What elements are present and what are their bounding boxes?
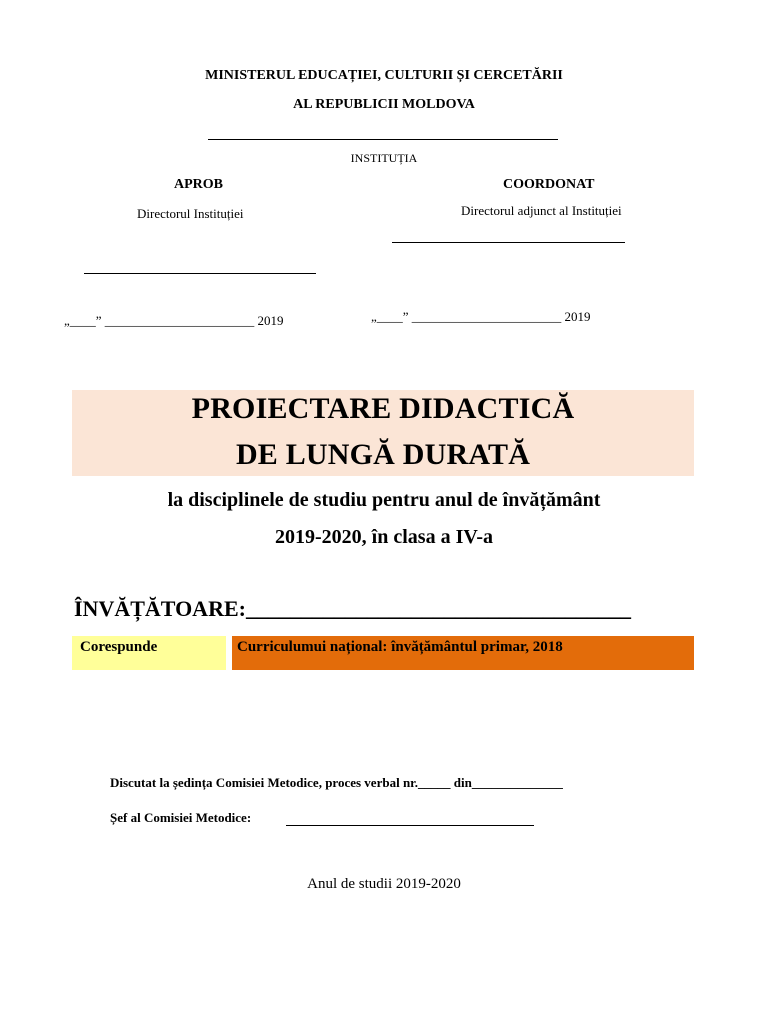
main-title-line1: PROIECTARE DIDACTICĂ — [191, 392, 575, 425]
curriculum-cell — [232, 636, 694, 670]
study-year: Anul de studii 2019-2020 — [307, 876, 461, 892]
approve-title: APROB — [174, 177, 223, 192]
approve-role: Directorul Instituției — [137, 206, 244, 221]
coordinate-date: „____” _______________________ 2019 — [371, 309, 591, 324]
corespunde-cell — [72, 636, 226, 670]
methodical-meeting-line: Discutat la ședința Comisiei Metodice, proces verbal nr._____ din______________ — [110, 775, 563, 790]
main-title-line2: DE LUNGĂ DURATĂ — [235, 438, 531, 471]
teacher-label: ÎNVĂȚĂTOARE:___________________________________ — [74, 596, 631, 621]
approve-signature-line — [84, 273, 316, 274]
coordinate-signature-line — [392, 242, 625, 243]
corespunde-label: Corespunde — [80, 639, 158, 655]
institution-label: INSTITUȚIA — [350, 151, 418, 165]
subtitle-line2: 2019-2020, în clasa a IV-a — [275, 526, 493, 548]
institution-signature-line — [208, 139, 558, 140]
coordinate-role: Directorul adjunct al Instituției — [461, 203, 622, 218]
curriculum-value: Curriculumui național: învățământul primar, 2018 — [237, 639, 563, 655]
ministry-name-line1: MINISTERUL EDUCAȚIEI, CULTURII ȘI CERCETĂRII — [205, 68, 563, 83]
subtitle-line1: la disciplinele de studiu pentru anul de învățământ — [167, 489, 601, 511]
coordinate-title: COORDONAT — [503, 177, 595, 192]
ministry-name-line2: AL REPUBLICII MOLDOVA — [293, 97, 475, 112]
approve-date: „____” _______________________ 2019 — [64, 313, 284, 328]
commission-head-label: Șef al Comisiei Metodice: — [110, 810, 252, 825]
commission-head-signature-line — [286, 825, 534, 826]
